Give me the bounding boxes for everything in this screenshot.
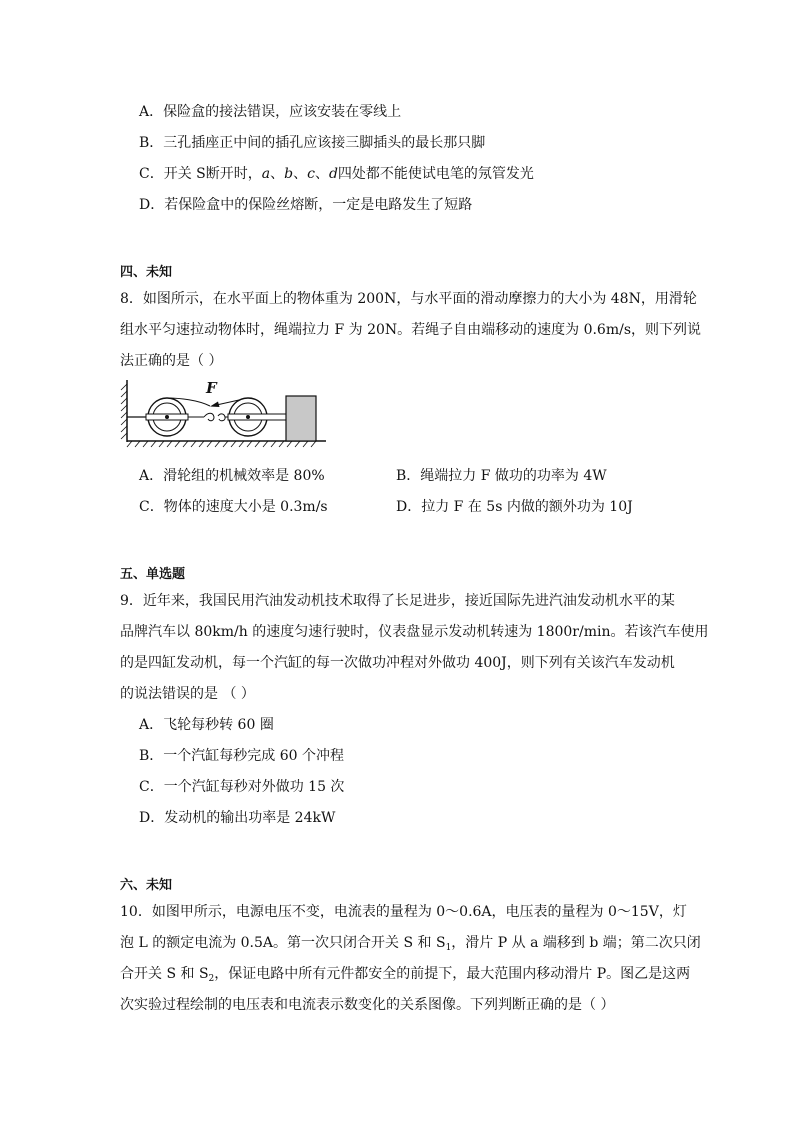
sep: 、: [314, 166, 329, 182]
var-b: b: [284, 166, 294, 182]
q7-option-c: [139, 164, 534, 184]
q7-option-b: B．三孔插座正中间的插孔应该接三脚插头的最长那只脚: [139, 135, 486, 151]
block-object: [286, 396, 316, 441]
section-heading-6: 六、未知: [120, 878, 173, 893]
fixed-pulley: [146, 398, 188, 436]
q10-stem-line-4: 次实验过程绘制的电压表和电流表示数变化的关系图像。下列判断正确的是（ ）: [120, 997, 615, 1013]
q9-stem-line-3: 的是四缸发动机，每一个汽缸的每一次做功冲程对外做功 400J，则下列有关该汽车发动机: [120, 655, 675, 671]
q9-stem-line-4: 的说法错误的是 （ ）: [120, 686, 255, 702]
q10-line3-post: ，保证电路中所有元件都安全的前提下，最大范围内移动滑片 P。图乙是这两: [214, 966, 691, 982]
q7-option-a: A．保险盒的接法错误，应该安装在零线上: [139, 104, 402, 120]
sep: 、: [270, 166, 285, 182]
subscript-2: 2: [208, 974, 215, 984]
q9-option-d: D．发动机的输出功率是 24kW: [139, 810, 336, 826]
q9-option-c: C．一个汽缸每秒对外做功 15 次: [139, 779, 345, 795]
q8-option-a: A．滑轮组的机械效率是 80%: [139, 468, 325, 484]
q9-option-b: B．一个汽缸每秒完成 60 个冲程: [139, 748, 345, 764]
q8-stem-line-1: 8．如图所示，在水平面上的物体重为 200N，与水平面的滑动摩擦力的大小为 48N，用滑轮: [120, 291, 697, 307]
q8-stem-line-3: 法正确的是（ ）: [120, 353, 223, 369]
moving-pulley: [228, 398, 286, 436]
section-heading-4: 四、未知: [120, 265, 173, 280]
q8-stem-line-2: 组水平匀速拉动物体时，绳端拉力 F 为 20N。若绳子自由端移动的速度为 0.6m/s，则下列说: [120, 322, 702, 338]
force-label-f: F: [206, 379, 217, 397]
q10-stem-line-3: [120, 964, 690, 989]
q10-stem-line-2: [120, 933, 701, 958]
q7-option-d: D．若保险盒中的保险丝熔断，一定是电路发生了短路: [139, 197, 473, 213]
sep: 、: [293, 166, 308, 182]
q8-option-d: D．拉力 F 在 5s 内做的额外功为 10J: [396, 499, 633, 515]
section-heading-5: 五、单选题: [120, 567, 186, 582]
q9-stem-line-2: 品牌汽车以 80km/h 的速度匀速行驶时，仪表盘显示发动机转速为 1800r/min。若该汽车使用: [120, 624, 709, 640]
q10-line2-post: ，滑片 P 从 a 端移到 b 端；第二次只闭: [451, 935, 701, 951]
var-c: c: [307, 166, 315, 182]
q8-option-c: C．物体的速度大小是 0.3m/s: [139, 499, 328, 515]
q10-line3-pre: 合开关 S 和 S: [120, 966, 209, 982]
q8-option-b: B．绳端拉力 F 做功的功率为 4W: [396, 468, 607, 484]
var-a: a: [261, 166, 271, 182]
q10-stem-line-1: 10．如图甲所示，电源电压不变，电流表的量程为 0～0.6A，电压表的量程为 0～15V，灯: [120, 904, 687, 920]
q10-line2-pre: 泡 L 的额定电流为 0.5A。第一次只闭合开关 S 和 S: [120, 935, 446, 951]
q9-stem-line-1: 9．近年来，我国民用汽油发动机技术取得了长足进步，接近国际先进汽油发动机水平的某: [120, 593, 675, 609]
var-d: d: [328, 166, 338, 182]
q7-option-c-text: C．开关 S断开时，: [139, 166, 262, 182]
subscript-1: 1: [445, 943, 452, 953]
pulley-system-figure: [120, 378, 328, 448]
q7-option-c-tail: 四处都不能使试电笔的氖管发光: [337, 166, 534, 182]
q9-option-a: A．飞轮每秒转 60 圈: [139, 717, 274, 733]
